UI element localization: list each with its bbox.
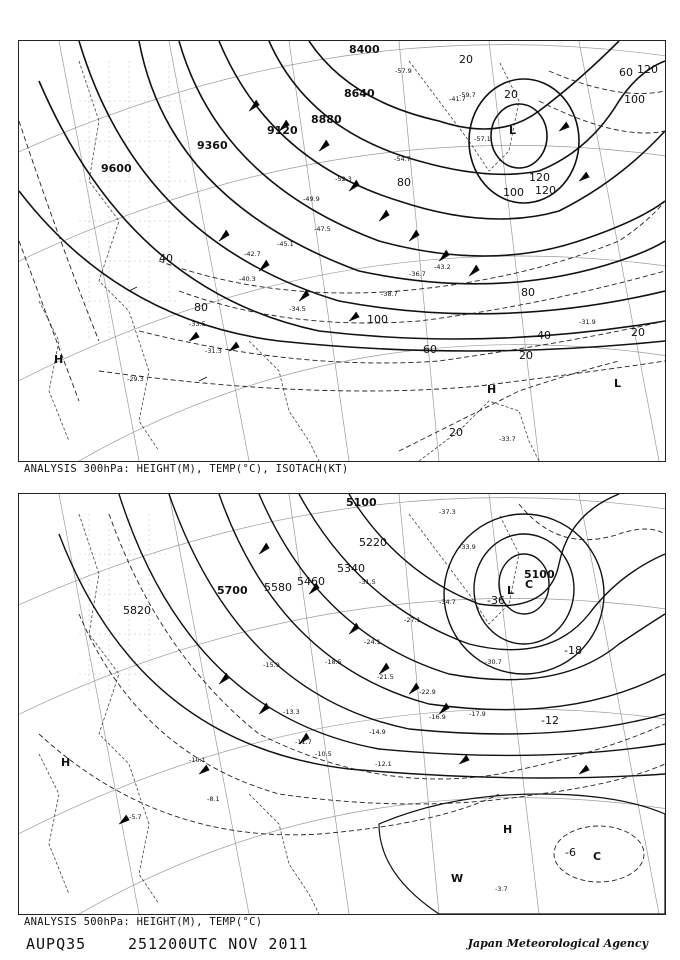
temp-reading: -33.5 (189, 320, 206, 328)
temp-reading: -57.9 (395, 67, 412, 75)
temp-reading: -47.5 (314, 225, 331, 233)
temp-reading: -29.3 (127, 375, 144, 383)
high-center-label: H (503, 823, 513, 836)
temp-reading: -27.1 (404, 616, 421, 624)
isotach-label: 100 (503, 186, 524, 199)
isotherm-label: -18 (564, 644, 582, 657)
isotach-label: 120 (637, 63, 658, 76)
temp-reading: -16.9 (429, 713, 446, 721)
isotach-label: 20 (504, 88, 518, 101)
temp-reading: -57.1 (474, 135, 491, 143)
temp-reading: -40.3 (239, 275, 256, 283)
temp-reading: -21.5 (377, 673, 394, 681)
isotach-label: 80 (521, 286, 535, 299)
height-label: 8400 (349, 43, 380, 56)
height-label: 8640 (344, 87, 375, 100)
isotach-label: 100 (624, 93, 645, 106)
high-center-label: H (54, 353, 64, 366)
chart-code: AUPQ35 (26, 935, 87, 953)
map-500hpa-svg (19, 494, 665, 914)
temp-reading: -54.7 (394, 155, 411, 163)
map-panel-300hpa (18, 40, 666, 462)
wind-barbs (119, 543, 589, 824)
height-label: 9360 (197, 139, 228, 152)
high-center-label: H (487, 383, 497, 396)
temp-reading: -10.1 (189, 756, 206, 764)
temp-reading: -34.5 (289, 305, 306, 313)
temp-reading: -8.1 (207, 795, 220, 803)
isotach-label: 40 (159, 252, 173, 265)
height-label: 5580 (264, 581, 292, 594)
temp-reading: -59.7 (459, 91, 476, 99)
isotherm-label: -6 (565, 846, 576, 859)
temp-reading: -5.7 (129, 813, 142, 821)
temp-reading: -10.5 (315, 750, 332, 758)
height-label: 9120 (267, 124, 298, 137)
temp-reading: -14.9 (369, 728, 386, 736)
temp-reading: -30.7 (485, 658, 502, 666)
temp-reading: -38.7 (381, 290, 398, 298)
temp-reading: -31.5 (359, 578, 376, 586)
isotach-label: 40 (537, 329, 551, 342)
temp-reading: -22.9 (419, 688, 436, 696)
isotach-label: 120 (535, 184, 556, 197)
isotherms (39, 504, 665, 882)
temp-reading: -37.3 (439, 508, 456, 516)
temp-reading: -13.3 (283, 708, 300, 716)
cold-center-label: C (525, 578, 534, 591)
temp-reading: -18.5 (325, 658, 342, 666)
height-label: 9600 (101, 162, 132, 175)
height-label: 5700 (217, 584, 248, 597)
height-label: 5820 (123, 604, 151, 617)
panel-caption-300hpa: ANALYSIS 300hPa: HEIGHT(M), TEMP(°C), ISOTACH(KT) (24, 463, 349, 475)
temp-reading: -45.1 (277, 240, 294, 248)
height-label: 8880 (311, 113, 342, 126)
cold-center-label: C (593, 850, 602, 863)
temp-reading: -42.7 (244, 250, 261, 258)
temp-reading: -31.9 (579, 318, 596, 326)
hatch-area (79, 61, 189, 341)
warm-center-label: W (451, 872, 464, 885)
map-panel-500hpa (18, 493, 666, 915)
chart-timestamp: 251200UTC NOV 2011 (128, 935, 309, 953)
temp-reading: -33.9 (459, 543, 476, 551)
isotach-label: 60 (423, 343, 437, 356)
agency-name: Japan Meteorological Agency (467, 937, 648, 950)
height-label: 5220 (359, 536, 387, 549)
isotach-label: 80 (194, 301, 208, 314)
height-label: 5460 (297, 575, 325, 588)
height-label: 5100 (524, 568, 555, 581)
temp-reading: -43.2 (434, 263, 451, 271)
panel-caption-500hpa: ANALYSIS 500hPa: HEIGHT(M), TEMP(°C) (24, 916, 263, 928)
high-contour (379, 794, 665, 914)
high-center-label: H (61, 756, 71, 769)
temp-reading: -34.7 (439, 598, 456, 606)
temp-reading: -12.1 (375, 760, 392, 768)
temp-reading: -36.7 (409, 270, 426, 278)
temp-reading: -41.7 (449, 95, 466, 103)
isotach-label: 20 (519, 349, 533, 362)
isotach-label: 80 (397, 176, 411, 189)
temp-reading: -24.1 (364, 638, 381, 646)
low-center-label: L (614, 377, 622, 390)
temp-reading: -52.3 (335, 175, 352, 183)
isotach-label: 100 (367, 313, 388, 326)
isotherm-label: -12 (541, 714, 559, 727)
temp-reading: -15.9 (263, 661, 280, 669)
height-label: 5100 (346, 496, 377, 509)
isotach-label: 60 (619, 66, 633, 79)
temp-reading: -11.7 (295, 738, 312, 746)
temp-reading: -49.9 (303, 195, 320, 203)
isotherm-label: -36 (487, 594, 505, 607)
isotach-label: 120 (529, 171, 550, 184)
map-300hpa-svg (19, 41, 665, 461)
temp-reading: -33.7 (499, 435, 516, 443)
isotach-label: 20 (449, 426, 463, 439)
low-center-label: L (509, 124, 517, 137)
isotach-label: 20 (631, 326, 645, 339)
height-contours (19, 41, 665, 351)
isotach-label: 20 (459, 53, 473, 66)
temp-reading: -31.3 (205, 347, 222, 355)
temp-reading: -3.7 (495, 885, 508, 893)
temp-reading: -17.9 (469, 710, 486, 718)
height-label: 5340 (337, 562, 365, 575)
low-center-label: L (507, 584, 515, 597)
